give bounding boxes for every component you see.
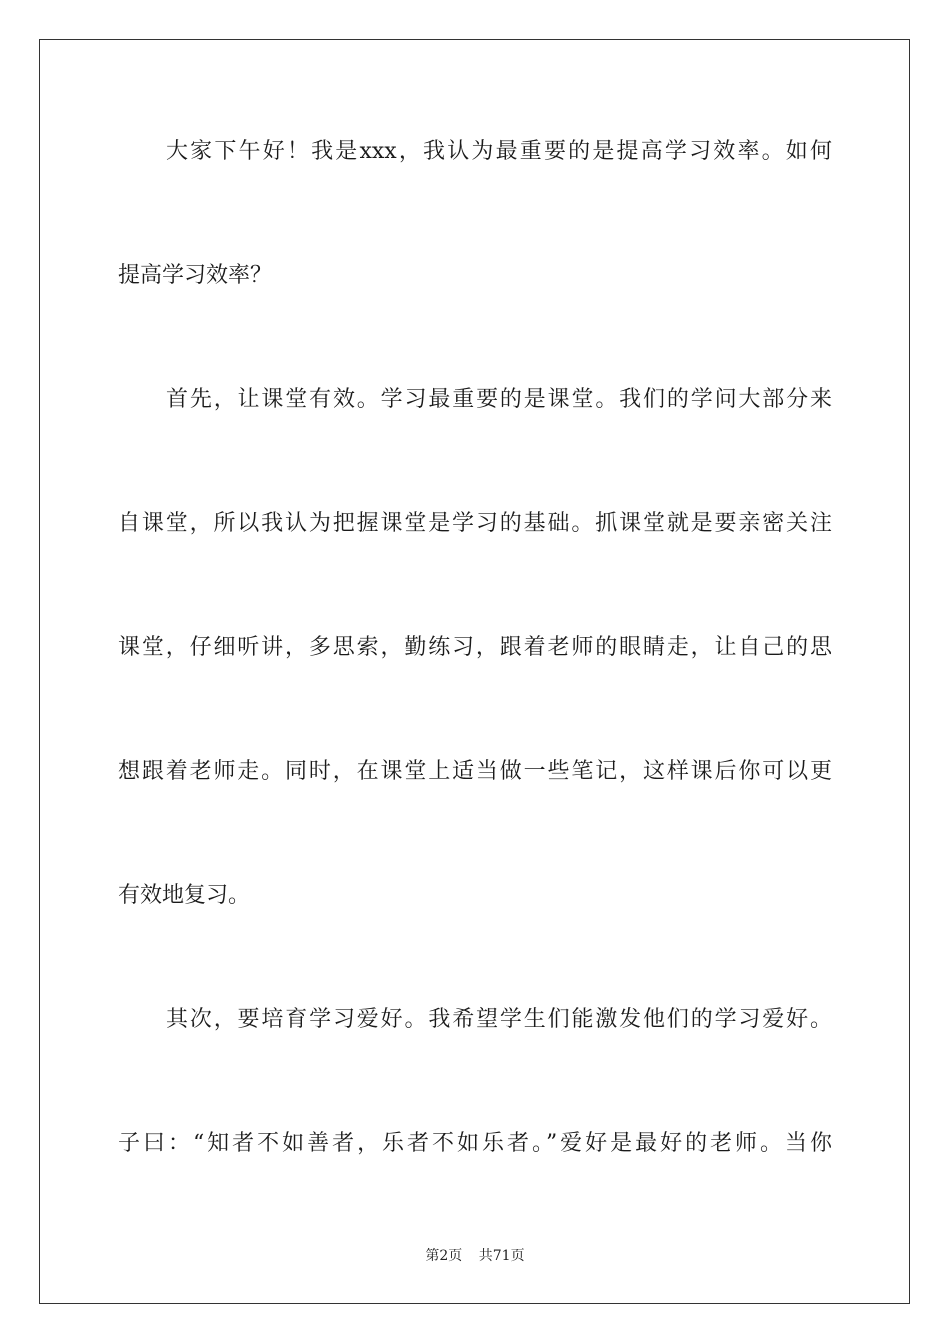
page-total: 共71页 [478,1248,525,1264]
paragraph-line: 首先，让课堂有效。学习最重要的是课堂。我们的学问大部分来 [166,387,832,412]
paragraph-line: 其次，要培育学习爱好。我希望学生们能激发他们的学习爱好。 [166,1007,832,1032]
paragraph-line: 自课堂，所以我认为把握课堂是学习的基础。抓课堂就是要亲密关注 [118,511,832,536]
paragraph-line: 大家下午好！我是xxx，我认为最重要的是提高学习效率。如何 [166,139,832,164]
page-number: 第2页 [425,1248,463,1264]
paragraph-line: 想跟着老师走。同时，在课堂上适当做一些笔记，这样课后你可以更 [118,759,832,784]
page-border [39,39,910,1304]
paragraph-line: 有效地复习。 [118,883,251,908]
paragraph-line: 课堂，仔细听讲，多思索，勤练习，跟着老师的眼睛走，让自己的思 [118,635,832,660]
page-footer [0,1247,950,1265]
paragraph-line: 提高学习效率？ [118,263,273,288]
paragraph-line: 子曰：“知者不如善者，乐者不如乐者。”爱好是最好的老师。当你 [118,1131,832,1156]
